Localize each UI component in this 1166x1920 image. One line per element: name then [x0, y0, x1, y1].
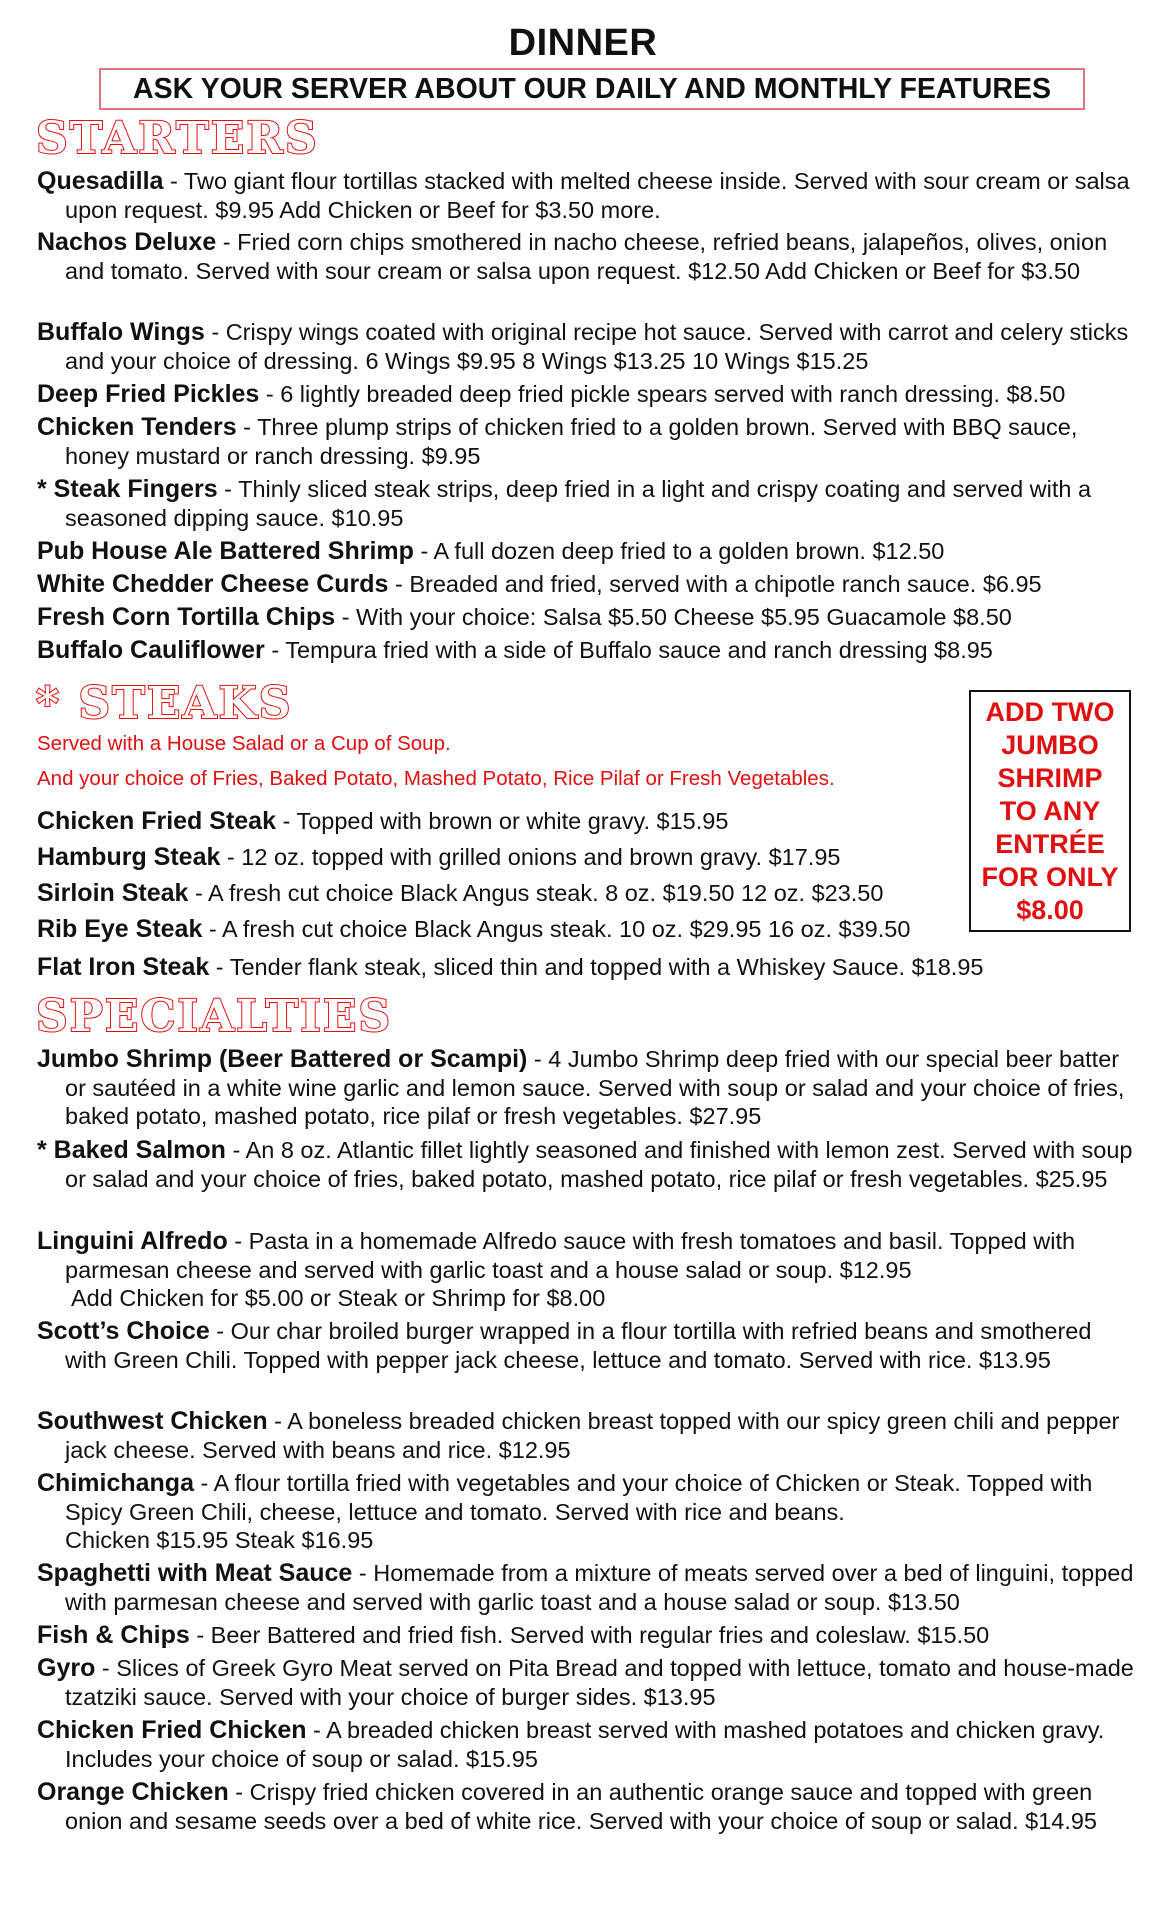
item-name: Gyro	[37, 1654, 96, 1682]
section-heading-starters: STARTERS	[36, 113, 319, 164]
menu-item	[37, 570, 1137, 599]
item-description: - A boneless breaded chicken breast topped with our spicy green chili and pepper jack cheese. Served with beans and rice. $12.95	[65, 1408, 1120, 1463]
item-description: - Topped with brown or white gravy. $15.95	[275, 808, 729, 834]
item-description: - 4 Jumbo Shrimp deep fried with our special beer batter or sautéed in a white wine garlic and lemon sauce. Served with soup or salad and your choice of fries, baked potato, mashed potato, rice pilaf or fresh vegetables. $27.95	[65, 1046, 1125, 1129]
item-name: Buffalo Wings	[37, 318, 205, 346]
item-name: Southwest Chicken	[37, 1407, 268, 1435]
item-description: - A full dozen deep fried to a golden brown. $12.50	[413, 538, 945, 564]
menu-item	[37, 1778, 1137, 1835]
item-description: - 12 oz. topped with grilled onions and brown gravy. $17.95	[220, 844, 841, 870]
steaks-note-sides: Served with a House Salad or a Cup of Soup.	[37, 732, 451, 755]
menu-item	[37, 1045, 1137, 1131]
item-name: Pub House Ale Battered Shrimp	[37, 537, 414, 565]
promo-line: FOR ONLY	[981, 862, 1119, 892]
menu-item	[37, 603, 1137, 632]
menu-item	[37, 475, 1137, 532]
menu-item	[37, 318, 1137, 375]
item-name: Hamburg Steak	[37, 843, 221, 871]
item-description: - Three plump strips of chicken fried to a golden brown. Served with BBQ sauce, honey mustard or ranch dressing. $9.95	[65, 414, 1078, 469]
item-description: - An 8 oz. Atlantic fillet lightly seasoned and finished with lemon zest. Served with soup or salad and your choice of fries, baked potato, mashed potato, rice pilaf or fresh vegetables. $25.95	[65, 1137, 1133, 1192]
item-name: Rib Eye Steak	[37, 915, 203, 943]
item-description: - Crispy wings coated with original recipe hot sauce. Served with carrot and celery sticks and your choice of dressing. 6 Wings $9.95 8 Wings $13.25 10 Wings $15.25	[65, 319, 1129, 374]
item-name: Fresh Corn Tortilla Chips	[37, 603, 336, 631]
item-description: - Two giant flour tortillas stacked with melted cheese inside. Served with sour cream or salsa upon request. $9.95 Add Chicken or Beef for $3.50 more.	[65, 168, 1130, 223]
promo-line: ENTRÉE	[995, 829, 1105, 859]
menu-item	[37, 1621, 1137, 1650]
features-banner: ASK YOUR SERVER ABOUT OUR DAILY AND MONTHLY FEATURES	[99, 68, 1085, 110]
menu-item	[37, 380, 1137, 409]
item-name: Deep Fried Pickles	[37, 380, 260, 408]
item-name: Chimichanga	[37, 1469, 194, 1497]
promo-line: ADD TWO	[985, 697, 1115, 727]
item-description: - Beer Battered and fried fish. Served with regular fries and coleslaw. $15.50	[189, 1622, 990, 1648]
menu-item	[37, 537, 1137, 566]
item-description: - Our char broiled burger wrapped in a flour tortilla with refried beans and smothered with Green Chili. Topped with pepper jack cheese, lettuce and tomato. Served with rice. $13.95	[65, 1318, 1092, 1373]
item-addon: Add Chicken for $5.00 or Steak or Shrimp for $8.00	[71, 1285, 606, 1311]
item-description: - Slices of Greek Gyro Meat served on Pita Bread and topped with lettuce, tomato and house-made tzatziki sauce. Served with your choice of burger sides. $13.95	[65, 1655, 1134, 1710]
menu-item	[37, 953, 1137, 982]
item-description: - With your choice: Salsa $5.50 Cheese $5.95 Guacamole $8.50	[335, 604, 1012, 630]
jumbo-shrimp-promo-box	[969, 690, 1131, 932]
menu-item	[37, 228, 1137, 285]
promo-line: JUMBO	[1001, 730, 1099, 760]
menu-item	[37, 636, 1137, 665]
item-name: Buffalo Cauliflower	[37, 636, 265, 664]
menu-item	[37, 1654, 1137, 1711]
menu-item	[37, 413, 1137, 470]
item-name: Chicken Fried Steak	[37, 807, 276, 835]
item-name: White Chedder Cheese Curds	[37, 570, 389, 598]
section-heading-steaks: * STEAKS	[36, 678, 293, 729]
item-description: - A flour tortilla fried with vegetables and your choice of Chicken or Steak. Topped with Spicy Green Chili, cheese, lettuce and tomato. Served with rice and beans.	[65, 1470, 1093, 1525]
item-name: Jumbo Shrimp (Beer Battered or Scampi)	[37, 1045, 528, 1073]
item-name: Chicken Fried Chicken	[37, 1716, 307, 1744]
item-name: Nachos Deluxe	[37, 228, 217, 256]
item-name: Chicken Tenders	[37, 413, 237, 441]
item-name: Scott’s Choice	[37, 1317, 210, 1345]
menu-item	[37, 1716, 1137, 1773]
promo-line: TO ANY	[999, 796, 1101, 826]
menu-item	[37, 1407, 1137, 1464]
promo-line: SHRIMP	[997, 763, 1103, 793]
menu-item	[37, 843, 967, 872]
menu-item	[37, 1317, 1137, 1374]
item-description: - A fresh cut choice Black Angus steak. 8 oz. $19.50 12 oz. $23.50	[188, 880, 884, 906]
item-name: Orange Chicken	[37, 1778, 229, 1806]
menu-item	[37, 1469, 1137, 1555]
item-description: - A breaded chicken breast served with mashed potatoes and chicken gravy. Includes your choice of soup or salad. $15.95	[65, 1717, 1105, 1772]
item-name: * Steak Fingers	[37, 475, 218, 503]
item-description: - Tender flank steak, sliced thin and topped with a Whiskey Sauce. $18.95	[209, 954, 984, 980]
menu-item	[37, 807, 967, 836]
item-name: Spaghetti with Meat Sauce	[37, 1559, 353, 1587]
page-title: DINNER	[508, 22, 658, 64]
menu-item	[37, 1559, 1137, 1616]
menu-item	[37, 1136, 1137, 1193]
item-name: Sirloin Steak	[37, 879, 189, 907]
item-description: - A fresh cut choice Black Angus steak. 10 oz. $29.95 16 oz. $39.50	[202, 916, 911, 942]
section-heading-specialties: SPECIALTIES	[36, 991, 393, 1042]
item-description: - Fried corn chips smothered in nacho cheese, refried beans, jalapeños, olives, onion and tomato. Served with sour cream or salsa upon request. $12.50 Add Chicken or Beef for $3.50	[65, 229, 1108, 284]
steaks-note-choice: And your choice of Fries, Baked Potato, Mashed Potato, Rice Pilaf or Fresh Vegetables.	[37, 767, 835, 790]
item-description: - Tempura fried with a side of Buffalo sauce and ranch dressing $8.95	[264, 637, 993, 663]
item-name: Fish & Chips	[37, 1621, 190, 1649]
item-description: - Homemade from a mixture of meats served over a bed of linguini, topped with parmesan cheese and served with garlic toast and a house salad or soup. $13.50	[65, 1560, 1134, 1615]
menu-item	[37, 879, 967, 908]
item-description: - Breaded and fried, served with a chipotle ranch sauce. $6.95	[388, 571, 1042, 597]
menu-item	[37, 167, 1137, 224]
promo-price: $8.00	[1016, 895, 1084, 925]
item-name: Linguini Alfredo	[37, 1227, 228, 1255]
item-name: Flat Iron Steak	[37, 953, 210, 981]
item-description: - Pasta in a homemade Alfredo sauce with fresh tomatoes and basil. Topped with parmesan cheese and served with garlic toast and a house salad or soup. $12.95	[65, 1228, 1076, 1283]
item-name: * Baked Salmon	[37, 1136, 226, 1164]
menu-item	[37, 915, 977, 944]
item-name: Quesadilla	[37, 167, 164, 195]
menu-item	[37, 1227, 1137, 1313]
item-description: - 6 lightly breaded deep fried pickle spears served with ranch dressing. $8.50	[259, 381, 1066, 407]
item-description: - Crispy fried chicken covered in an authentic orange sauce and topped with green onion and sesame seeds over a bed of white rice. Served with your choice of soup or salad. $14.95	[65, 1779, 1098, 1834]
item-description: - Thinly sliced steak strips, deep fried in a light and crispy coating and served with a seasoned dipping sauce. $10.95	[65, 476, 1092, 531]
item-prices: Chicken $15.95 Steak $16.95	[65, 1527, 374, 1553]
